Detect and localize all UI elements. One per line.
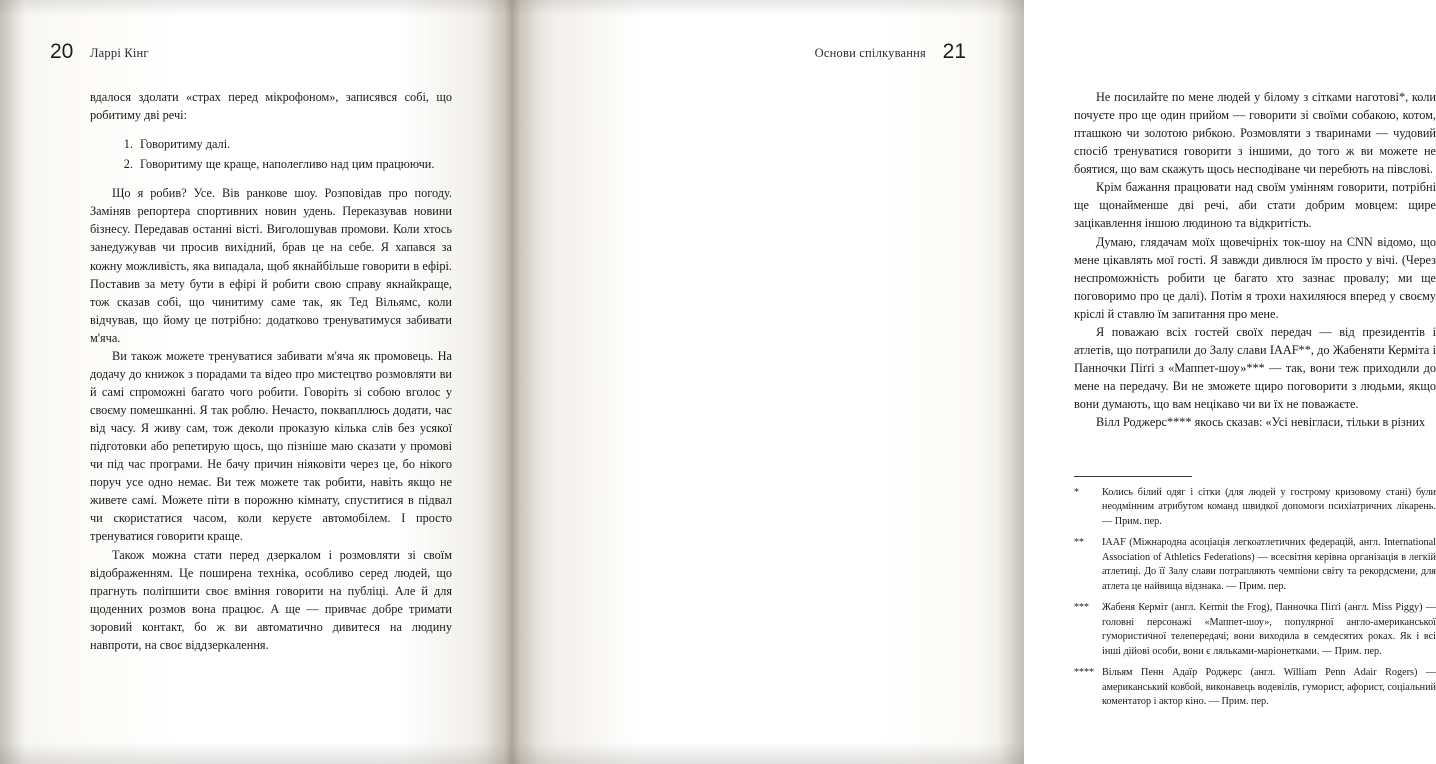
page-number-left: 20 (50, 40, 74, 63)
footnote-marker: ** (1074, 537, 1084, 549)
list-item: 1. Говоритиму далі. (136, 135, 452, 153)
footnote-separator-rule (1074, 476, 1192, 477)
footnote-text: IAAF (Міжнародна асоціація легкоатлетичних федерацій, англ. International Association of Athletics Federations) — всесвітня керівна організація в легкій атлетиці. До її Залу слави потрапляють чемпіони світу та рекордсмени, для атлета це найвища відзнака. — Прим. пер. (1102, 537, 1436, 592)
running-head-right: Основи спілкування (814, 46, 926, 60)
paragraph: Також можна стати перед дзеркалом і розмовляти зі своїм відображенням. Це поширена техніка, особливо серед людей, що прагнуть поліпшити своє вміння говорити на публіці. Але й для щоденних розмов вона працює. А ще — привчає добре тримати зоровий контакт, бо ж ви автоматично дивитеся на людину навпроти, на своє віддзеркалення. (90, 547, 452, 652)
footnote-marker: **** (1074, 667, 1094, 679)
footnote (1074, 601, 1436, 659)
footnote-marker: * (1074, 487, 1079, 498)
footnote (1074, 486, 1436, 529)
paragraph: Що я робив? Усе. Вів ранкове шоу. Розповідав про погоду. Заміняв репортера спортивних новин удень. Переказував новини бізнесу. Передавав останні вісті. Виголошував промови. Коли хтось занедужував чи просив вихідний, брав це на себе. Я хапався за кожну можливість, яка випадала, щоб якнайбільше говорити в ефірі. Поставив за мету бути в ефірі й робити свою справу якнайкраще, тож сказав собі, що чинитиму саме так, як Тед Вільямс, коли відчував, що йому це потрібно: додатково тренуватимуся забивати м'яча. (90, 186, 452, 345)
paragraph: Я поважаю всіх гостей своїх передач — від президентів і атлетів, що потрапили до Залу слави IAAF**, до Жабеняти Керміта і Панночки Піґґі з «Маппет-шоу»*** — так, вони теж приходили до мене на передачу. Ви не зможете щиро поговорити з людьми, якщо вони думають, що вам нецікаво чи ви їх не поважаєте. (1074, 324, 1436, 412)
numbered-list (90, 135, 452, 173)
page-number-right: 21 (942, 40, 966, 63)
body-text-left (90, 88, 452, 654)
paragraph: Крім бажання працювати над своїм умінням говорити, потрібні ще щонайменше дві речі, аби стати добрим мовцем: щире зацікавлення іншою людиною та відкритість. (1074, 180, 1436, 231)
footnote-text: Колись білий одяг і сітки (для людей у гострому кризовому стані) були неодмінним атрибутом команд швидкої допомоги психіатричних лікарень. — Прим. пер. (1102, 487, 1436, 527)
list-item: 2. Говоритиму ще краще, наполегливо над цим працюючи. (136, 155, 452, 173)
footnote (1074, 536, 1436, 594)
paragraph: Вілл Роджерс**** якось сказав: «Усі невігласи, тільки в різних (1096, 415, 1426, 430)
footnote-text: Жабеня Керміт (англ. Kermit the Frog), Панночка Піґґі (англ. Miss Piggy) — головні персонажі «Маппет-шоу», популярної англо-американської гумористичної телепередачі; вони виходила в семдесятих роках. Як і всі інші дійові особи, вони є ляльками-маріонетками. — Прим. пер. (1102, 602, 1436, 657)
footnotes-block (1074, 476, 1436, 717)
running-head-left: Ларрі Кінг (90, 46, 149, 60)
paragraph: Думаю, глядачам моїх щовечірніх ток-шоу на CNN відомо, що мене цікавлять мої гості. Я завжди дивлюся їм просто у вічі. (Через неспроможність робити це багато хто зазнає провалу; ми ще поговоримо про це далі). Потім я трохи нахиляюся вперед у своєму кріслі й ставлю їм запитання про мене. (1074, 234, 1436, 321)
right-page (512, 0, 1436, 764)
paragraph: вдалося здолати «страх перед мікрофоном», записявся собі, що робитиму дві речі: (90, 90, 452, 123)
left-page (0, 0, 512, 764)
footnote-text: Вільям Пенн Адаїр Роджерс (англ. William Penn Adair Rogers) — американський ковбой, виконавець водевілів, гуморист, афорист, соціальний коментатор і актор кіно. — Прим. пер. (1102, 667, 1436, 708)
footnote-marker: *** (1074, 602, 1089, 614)
paragraph: Ви також можете тренуватися забивати м'яча як промовець. На додачу до книжок з порадами та відео про мистецтво розмовляти ви й самі спроможні багато чого робити. Говоріть зі собою вголос у своєму помешканні. Я так роблю. Нечасто, поквапллюсь додати, час від часу. Я живу сам, тож деколи проказую кілька слів без усякої підготовки або репетирую щось, що пізніше маю сказати у промові чи під час програми. Не бачу причин ніяковіти через це, бо нікого поруч усе одно немає. Ви теж можете так робити, навіть якщо не живете самі. Можете піти в порожню кімнату, спуститися в підвал чи скористатися часом, коли керуєте автомобілем. І просто тренуватися говорити краще. (90, 348, 452, 544)
body-text-right (1074, 88, 1436, 431)
footnote (1074, 666, 1436, 709)
paragraph: Не посилайте по мене людей у білому з сітками наготові*, коли почуєте про ще один прийом — говорити зі своїми собакою, котом, пташкою чи золотою рибкою. Розмовляти з тваринами — чудовий спосіб тренуватися говорити з іншими, до того ж ви можете не боятися, що вам скажуть щось несподіване чи перебють на півслові. (1074, 90, 1436, 177)
